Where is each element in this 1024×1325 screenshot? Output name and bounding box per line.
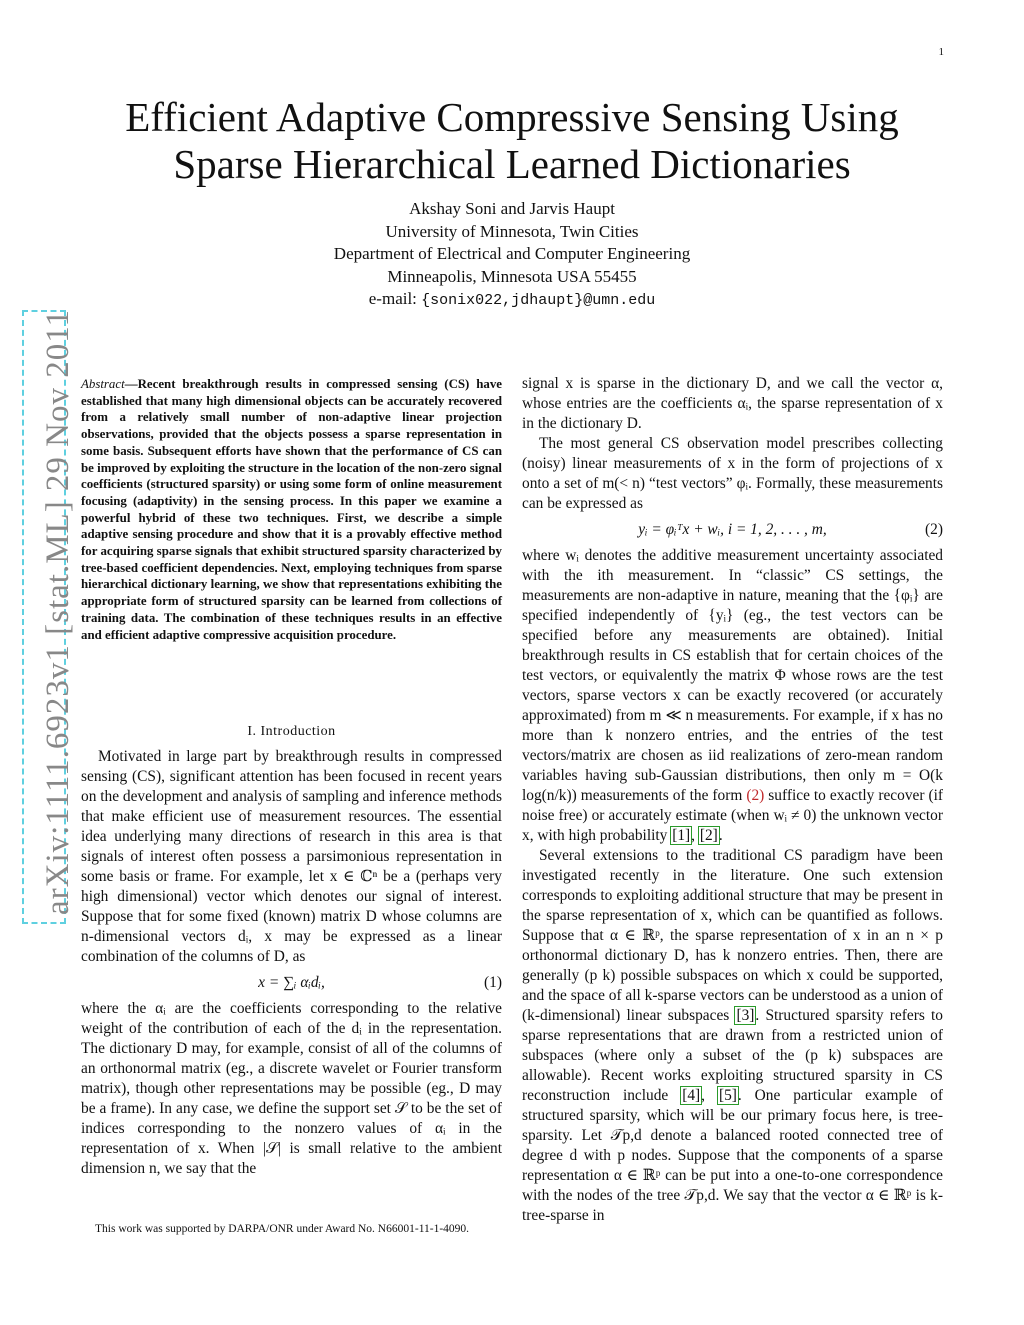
equation-1: [81, 973, 502, 993]
abstract-text: —Recent breakthrough results in compressed sensing (CS) have established that many high dimensional objects can be accurately recovered from a relatively small number of non-adaptive linear projection observations, provided that the objects possess a sparse representation in some basis. Subsequent efforts have shown that the performance of CS can be improved by exploiting the structure in the location of the non-zero signal coefficients (structured sparsity) or using some form of online measurement focusing (adaptivity) in the sensing process. In this paper we examine a powerful hybrid of these two techniques. First, we describe a simple adaptive sensing procedure and show that it is a provably effective method for acquiring sparse signals that exhibit structured sparsity characterized by tree-based coefficient dependencies. Next, employing techniques from sparse hierarchical dictionary learning, we show that representations exhibiting the appropriate form of structured sparsity can be learned from collections of training data. The combination of these techniques results in an effective and efficient adaptive compressive acquisition procedure.: [81, 377, 502, 642]
equation-1-body: x = ∑ᵢ αᵢdᵢ,: [258, 974, 325, 991]
equation-2: [522, 520, 943, 540]
right-paragraph-2: The most general CS observation model prescribes collecting (noisy) linear measurements of x in the form of projections of x onto a set of m(< n) “test vectors” φᵢ. Formally, these measurements can be expressed as: [522, 435, 943, 512]
citation-link-2[interactable]: [2]: [699, 827, 718, 844]
author-location: Minneapolis, Minnesota USA 55455: [387, 266, 637, 286]
p4-text-b: . Structured sparsity refers to sparse representations that are drawn from a restricted union of subspaces (where only a subset of the (p k) subspaces are allowable). Recent works exploiting structured sparsity in CS reconstruction include: [522, 1007, 943, 1104]
footnote: [81, 1221, 502, 1237]
p3-text-a: where wᵢ denotes the additive measurement uncertainty associated with the ith measurement. In “classic” CS settings, the measurements are non-adaptive in nature, meaning that the {φᵢ} are specified independently of {yᵢ} (eg., the test vectors can be specified before any measurements are obtained). Initial breakthrough results in CS establish that for certain choices of the test vectors, or equivalently the matrix Φ whose rows are the test vectors, sparse vectors x can be exactly recovered (or accurately approximated) from m ≪ n measurements. For example, if x has no more than k nonzero entries, and the entries of the test vectors/matrix are chosen as iid realizations of zero-mean random variables having sub-Gaussian distributions, then only m = O(k log(n/k)) measurements of the form: [522, 547, 943, 804]
citation-link-1[interactable]: [1]: [672, 827, 691, 844]
page-number: 1: [938, 46, 944, 58]
author-email-line: [0, 288, 1024, 313]
p4-text-c: . One particular example of structured sparsity, which will be our primary focus here, is tree-sparsity. Let 𝒯p,d denote a balanced rooted connected tree of degree d with p nodes. Suppose that the components of a sparse representation α ∈ ℝᵖ can be put into a one-to-one correspondence with the nodes of the tree 𝒯p,d. We say that the vector α ∈ ℝᵖ is k-tree-sparse in: [522, 1087, 943, 1224]
right-paragraph-1: signal x is sparse in the dictionary D, and we call the vector α, whose entries are the coefficients αᵢ, the sparse representation of x in the dictionary D.: [522, 375, 943, 432]
author-names: Akshay Soni and Jarvis Haupt: [409, 199, 615, 218]
intro-paragraph-1: Motivated in large part by breakthrough results in compressed sensing (CS), significant attention has been focused in recent years on the development and analysis of sampling and inference methods that make efficient use of measurement resources. The essential idea underlying many directions of research in this area is that signals of interest often possess a parsimonious representation in some basis or frame. For example, let x ∈ ℂⁿ be a (perhaps very high dimensional) vector which denotes our signal of interest. Suppose that for some fixed (known) matrix D whose columns are n-dimensional vectors dᵢ, x may be expressed as a linear combination of the columns of D, as: [81, 748, 502, 965]
p4-text-a: Several extensions to the traditional CS paradigm have been investigated recently in the literature. One such extension corresponds to exploiting additional structure that may be present in the sparse representation of x, which can be quantified as follows. Suppose that α ∈ ℝᵖ, the sparse representation of x in an n × p orthonormal dictionary D, has k nonzero entries. Then, there are generally (p k) possible subspaces on which x could be supported, and the space of all k-sparse vectors can be understood as a union of (k-dimensional) linear subspaces: [522, 847, 943, 1024]
email-label: e-mail:: [368, 289, 422, 308]
title-line-1: Efficient Adaptive Compressive Sensing Using: [125, 94, 899, 140]
right-column: [522, 374, 943, 1226]
equation-2-body: yᵢ = φᵢᵀx + wᵢ, i = 1, 2, . . . , m,: [638, 521, 827, 538]
citation-link-3[interactable]: [3]: [736, 1007, 755, 1024]
title-line-2: Sparse Hierarchical Learned Dictionaries: [173, 141, 851, 187]
equation-2-number: (2): [925, 521, 943, 538]
p3-text-b: suffice to exactly recover (if noise free) or accurately estimate (when wᵢ ≠ 0) the unknown vector x, with high probability: [522, 787, 944, 844]
author-affiliation: University of Minnesota, Twin Cities: [385, 221, 639, 241]
right-paragraph-4: Several extensions to the traditional CS paradigm have been investigated recently in the literature. One such extension corresponds to exploiting additional structure that may be present in the sparse representation of x, which can be quantified as follows. Suppose that α ∈ ℝᵖ, the sparse representation of x in an n × p orthonormal dictionary D, has k nonzero entries. Then, there are generally (p k) possible subspaces on which x could be supported, and the space of all k-sparse vectors can be understood as a union of (k-dimensional) linear subspaces [3]. Structured sparsity refers to sparse representations that are drawn from a restricted union of subspaces (where only a subset of the (p k) subspaces are allowable). Recent works exploiting structured sparsity in CS reconstruction include [4], [5]. One particular example of structured sparsity, which will be our primary focus here, is tree-sparsity. Let 𝒯p,d denote a balanced rooted connected tree of degree d with p nodes. Suppose that the components of a sparse representation α ∈ ℝᵖ can be put into a one-to-one correspondence with the nodes of the tree 𝒯p,d. We say that the vector α ∈ ℝᵖ is k-tree-sparse in: [522, 847, 943, 1224]
section-heading: I. Introduction: [247, 724, 336, 739]
equation-1-number: (1): [484, 974, 502, 991]
citation-link-4[interactable]: [4]: [682, 1087, 701, 1104]
abstract-label: Abstract: [81, 377, 125, 391]
paper-title: [0, 94, 1024, 188]
author-block: [0, 198, 1024, 313]
arxiv-identifier: arXiv:1111.6923v1 [stat.ML] 29 Nov 2011: [40, 308, 76, 915]
email-address[interactable]: {sonix022,jdhaupt}@umn.edu: [421, 292, 656, 309]
right-paragraph-3: where wᵢ denotes the additive measurement uncertainty associated with the ith measurement. In “classic” CS settings, the measurements are non-adaptive in nature, meaning that the {φᵢ} are specified independently of {yᵢ} (eg., the test vectors can be specified before any measurements are obtained). Initial breakthrough results in CS establish that for certain choices of the test vectors, or equivalently the matrix Φ whose rows are the test vectors, sparse vectors x can be exactly recovered (or accurately approximated) from m ≪ n measurements. For example, if x has no more than k nonzero entries, and the entries of the test vectors/matrix are chosen as iid realizations of zero-mean random variables having sub-Gaussian distributions, then only m = O(k log(n/k)) measurements of the form (2) suffice to exactly recover (if noise free) or accurately estimate (when wᵢ ≠ 0) the unknown vector x, with high probability [1], [2].: [522, 547, 944, 844]
author-department: Department of Electrical and Computer Engineering: [333, 244, 691, 263]
left-column: [81, 722, 502, 1179]
footnote-text: This work was supported by DARPA/ONR under Award No. N66001-11-1-4090.: [95, 1223, 470, 1235]
abstract: [81, 376, 502, 643]
citation-link-5[interactable]: [5]: [718, 1087, 737, 1104]
intro-paragraph-2: where the αᵢ are the coefficients corresponding to the relative weight of the contribution of each of the dᵢ in the representation. The dictionary D may, for example, consist of all of the columns of an orthonormal matrix (eg., a discrete wavelet or Fourier transform matrix), though other representations may be possible (eg., D may be a frame). In any case, we define the support set 𝒮 to be the set of indices corresponding to the nonzero values of αᵢ in the representation of x. When |𝒮| is small relative to the ambient dimension n, we say that the: [81, 1000, 502, 1177]
equation-2-reference-link[interactable]: (2): [746, 787, 765, 804]
